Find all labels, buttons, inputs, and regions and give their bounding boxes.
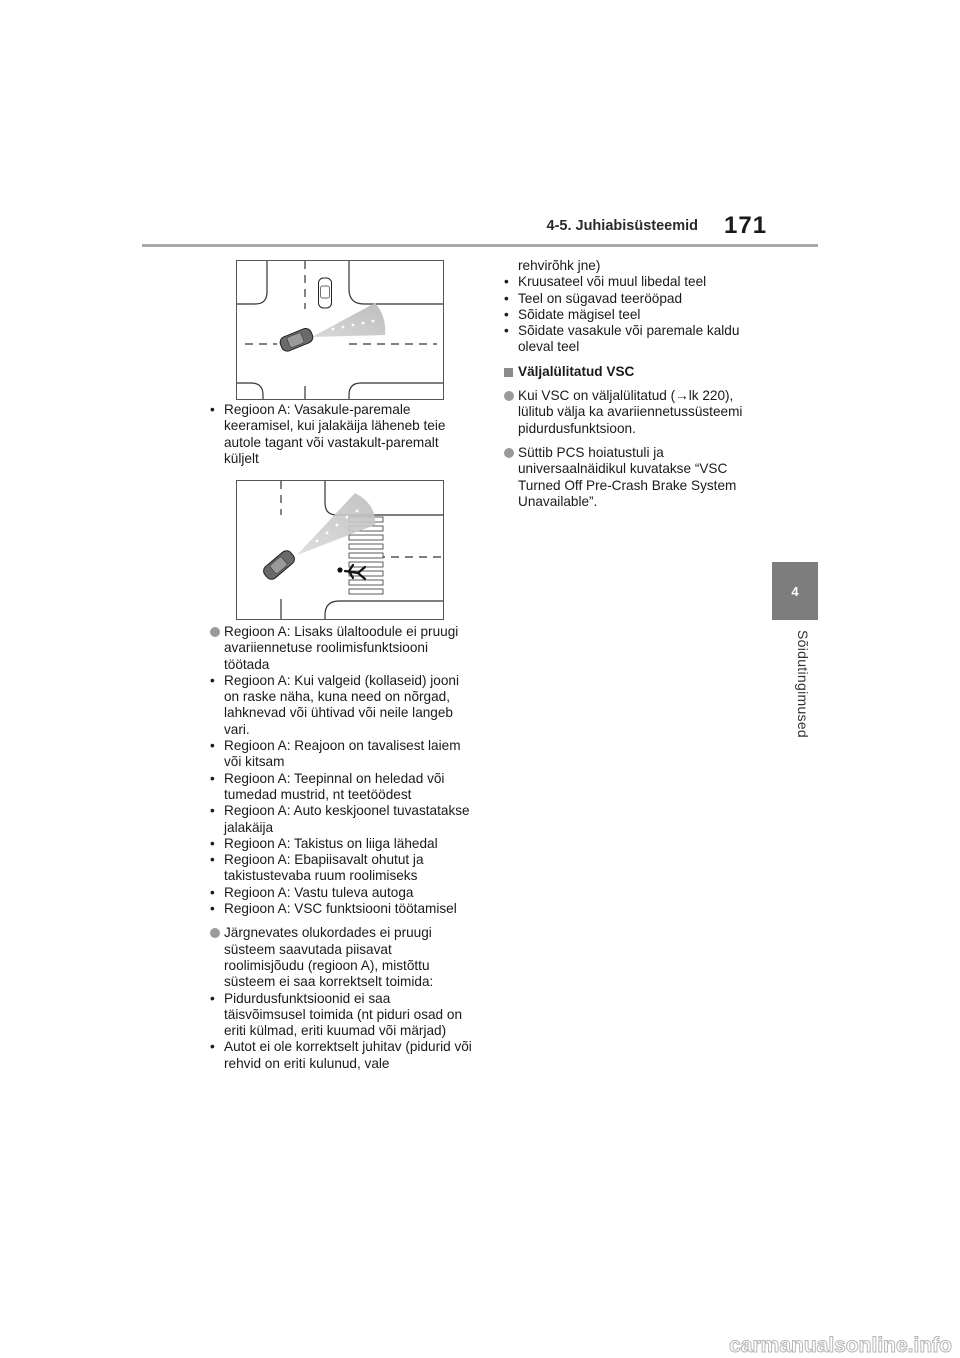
list-item: • Regioon A: Teepinnal on heledad või tumedad mustrid, nt teetöödest	[210, 771, 472, 804]
watermark	[0, 1332, 960, 1358]
header-rule	[142, 244, 818, 247]
note-text: Süttib PCS hoiatustuli ja universaalnäidikul kuvatakse “VSC Turned Off Pre-Crash Brake System Unavailable”.	[518, 444, 737, 509]
figure-turning-car	[236, 260, 444, 400]
list-item: • Teel on sügavad teerööpad	[504, 291, 766, 307]
section-title: 4-5. Juhiabisüsteemid	[546, 218, 698, 234]
note-text: Kui VSC on väljalülitatud (→lk 220), lülitub välja ka avariiennetussüsteemi pidurdusfunktsioon.	[518, 388, 743, 436]
circle-bullet-icon	[210, 928, 220, 938]
figure-turning-car-illustration	[237, 261, 443, 399]
note-item	[504, 445, 766, 510]
chapter-tab	[772, 562, 818, 620]
figure-pedestrian-crossing	[236, 480, 444, 620]
figure-pedestrian-crossing-illustration	[237, 481, 443, 619]
right-column	[504, 258, 766, 510]
subheading-text: Väljalülitatud VSC	[518, 363, 635, 379]
note-text: Regioon A: Lisaks ülaltoodule ei pruugi avariiennetuse roolimisfunktsiooni töötada	[224, 624, 459, 672]
list-item: • Sõidate mägisel teel	[504, 307, 766, 323]
chapter-number: 4	[791, 583, 799, 599]
continuation-text: rehvirõhk jne)	[518, 258, 601, 273]
note-text: Järgnevates olukordades ei pruugi süsteem saavutada piisavat roolimisjõudu (regioon A), mistõttu süsteem ei saa korrektselt toimida:	[224, 925, 434, 990]
list-item: • Sõidate vasakule või paremale kaldu oleval teel	[504, 323, 766, 356]
note-item	[210, 925, 472, 990]
circle-bullet-icon	[504, 391, 514, 401]
list-item: • Regioon A: Auto keskjoonel tuvastatakse jalakäija	[210, 803, 472, 836]
list-item: • Regioon A: Vasakule-paremale keeramisel, kui jalakäija läheneb teie autole tagant või vastakult-paremalt küljelt	[210, 402, 472, 467]
chapter-label: Sõidutingimused	[795, 630, 811, 739]
square-bullet-icon	[504, 368, 513, 377]
list-item: • Regioon A: Reajoon on tavalisest laiem või kitsam	[210, 738, 472, 771]
list-item: • Pidurdusfunktsioonid ei saa täisvõimsusel toimida (nt piduri osad on eriti külmad, eriti kuumad või märjad)	[210, 991, 472, 1040]
list-item: • Regioon A: Vastu tuleva autoga	[210, 885, 472, 901]
list-item: • Kruusateel või muul libedal teel	[504, 274, 766, 290]
note-item	[210, 624, 472, 673]
list-item: • Regioon A: Kui valgeid (kollaseid) jooni on raske näha, kuna need on nõrgad, lahknevad või ühtivad või neile langeb vari.	[210, 673, 472, 738]
page-number: 171	[724, 212, 768, 239]
list-item: • Regioon A: Ebapiisavalt ohutut ja takistustevaba ruum roolimiseks	[210, 852, 472, 885]
circle-bullet-icon	[504, 448, 514, 458]
subheading	[504, 364, 766, 380]
left-column-lower	[210, 624, 472, 1072]
list-item: • Autot ei ole korrektselt juhitav (pidurid või rehvid on eriti kulunud, vale	[210, 1039, 472, 1072]
note-item	[504, 388, 766, 437]
left-column	[210, 402, 472, 467]
list-item: • Regioon A: Takistus on liiga lähedal	[210, 836, 472, 852]
watermark-text: carmanualsonline.info	[729, 1334, 952, 1357]
circle-bullet-icon	[210, 627, 220, 637]
list-item: • Regioon A: VSC funktsiooni töötamisel	[210, 901, 472, 917]
